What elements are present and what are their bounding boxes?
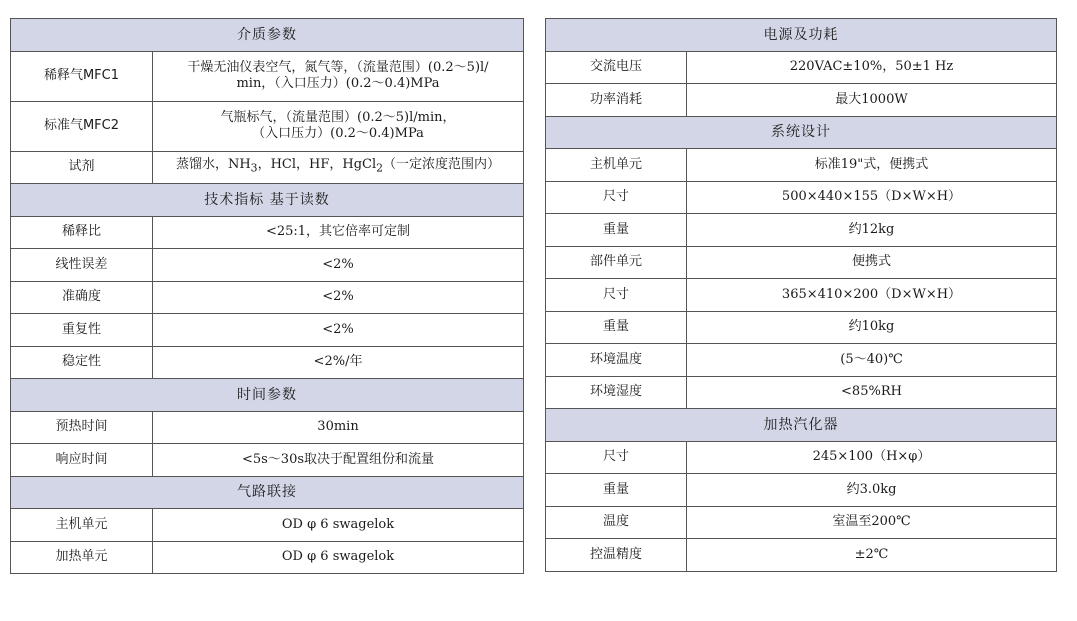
value-line: 气瓶标气，（流量范围）(0.2～5)l/min， bbox=[220, 110, 456, 125]
row-value-ambient-temperature: (5～40)℃ bbox=[687, 344, 1057, 377]
row-value-dilution-ratio: <25:1，其它倍率可定制 bbox=[153, 216, 524, 249]
power-and-design-table bbox=[545, 18, 1057, 572]
row-label-vaporizer-weight: 重量 bbox=[546, 474, 687, 507]
row-label-stability: 稳定性 bbox=[11, 346, 153, 379]
row-value-component-size: 365×410×200（D×W×H） bbox=[687, 279, 1057, 312]
row-label-host-weight: 重量 bbox=[546, 214, 687, 247]
row-label-ac-voltage: 交流电压 bbox=[546, 51, 687, 84]
section-header-gas-connection: 气路联接 bbox=[11, 476, 524, 509]
row-value-response-time: <5s～30s取决于配置组份和流量 bbox=[153, 444, 524, 477]
value-line: 干燥无油仪表空气，氮气等，（流量范围）(0.2～5)l/ bbox=[187, 60, 489, 75]
row-label-reagent: 试剂 bbox=[11, 151, 153, 184]
value-line: （入口压力）(0.2～0.4)MPa bbox=[252, 126, 424, 141]
section-header-system-design: 系统设计 bbox=[546, 116, 1057, 149]
section-header-heated-vaporizer: 加热汽化器 bbox=[546, 409, 1057, 442]
section-header-tech-indicators: 技术指标 基于读数 bbox=[11, 184, 524, 217]
row-value-standard-gas-mfc2 bbox=[153, 101, 524, 151]
row-value-host-unit: OD φ 6 swagelok bbox=[153, 509, 524, 542]
row-label-ambient-temperature: 环境温度 bbox=[546, 344, 687, 377]
row-label-accuracy: 准确度 bbox=[11, 281, 153, 314]
row-value-host-weight: 约12kg bbox=[687, 214, 1057, 247]
row-value-temperature-control-accuracy: ±2℃ bbox=[687, 539, 1057, 572]
row-label-dilution-ratio: 稀释比 bbox=[11, 216, 153, 249]
media-and-spec-table bbox=[10, 18, 524, 574]
row-label-host-size: 尺寸 bbox=[546, 181, 687, 214]
section-header-time-params: 时间参数 bbox=[11, 379, 524, 412]
row-label-component-weight: 重量 bbox=[546, 311, 687, 344]
row-label-repeatability: 重复性 bbox=[11, 314, 153, 347]
row-value-power-consumption: 最大1000W bbox=[687, 84, 1057, 117]
row-value-vaporizer-temperature: 室温至200℃ bbox=[687, 506, 1057, 539]
row-value-ambient-humidity: <85%RH bbox=[687, 376, 1057, 409]
row-label-standard-gas-mfc2: 标准气MFC2 bbox=[11, 101, 153, 151]
row-label-power-consumption: 功率消耗 bbox=[546, 84, 687, 117]
value-line: min，（入口压力）(0.2～0.4)MPa bbox=[236, 76, 440, 91]
row-label-vaporizer-temperature: 温度 bbox=[546, 506, 687, 539]
row-label-linearity-error: 线性误差 bbox=[11, 249, 153, 282]
row-value-vaporizer-size: 245×100（H×φ） bbox=[687, 441, 1057, 474]
section-header-power: 电源及功耗 bbox=[546, 19, 1057, 52]
row-value-host-unit: 标准19"式，便携式 bbox=[687, 149, 1057, 182]
row-value-component-weight: 约10kg bbox=[687, 311, 1057, 344]
row-value-vaporizer-weight: 约3.0kg bbox=[687, 474, 1057, 507]
row-label-heating-unit: 加热单元 bbox=[11, 541, 153, 574]
row-label-component-unit: 部件单元 bbox=[546, 246, 687, 279]
row-value-ac-voltage: 220VAC±10%，50±1 Hz bbox=[687, 51, 1057, 84]
row-label-ambient-humidity: 环境湿度 bbox=[546, 376, 687, 409]
row-value-dilution-gas-mfc1 bbox=[153, 51, 524, 101]
row-value-warmup-time: 30min bbox=[153, 411, 524, 444]
row-label-temperature-control-accuracy: 控温精度 bbox=[546, 539, 687, 572]
row-label-response-time: 响应时间 bbox=[11, 444, 153, 477]
row-value-host-size: 500×440×155（D×W×H） bbox=[687, 181, 1057, 214]
section-header-media-params: 介质参数 bbox=[11, 19, 524, 52]
row-value-heating-unit: OD φ 6 swagelok bbox=[153, 541, 524, 574]
row-label-dilution-gas-mfc1: 稀释气MFC1 bbox=[11, 51, 153, 101]
row-value-repeatability: <2% bbox=[153, 314, 524, 347]
row-value-component-unit: 便携式 bbox=[687, 246, 1057, 279]
row-value-accuracy: <2% bbox=[153, 281, 524, 314]
row-value-reagent: 蒸馏水，$NH_3$，HCl，HF，HgCl$_2$（一定浓度范围内） bbox=[153, 151, 524, 184]
row-value-stability: <2%/年 bbox=[153, 346, 524, 379]
row-label-warmup-time: 预热时间 bbox=[11, 411, 153, 444]
row-label-host-unit: 主机单元 bbox=[546, 149, 687, 182]
row-value-linearity-error: <2% bbox=[153, 249, 524, 282]
row-label-component-size: 尺寸 bbox=[546, 279, 687, 312]
row-label-host-unit: 主机单元 bbox=[11, 509, 153, 542]
row-label-vaporizer-size: 尺寸 bbox=[546, 441, 687, 474]
